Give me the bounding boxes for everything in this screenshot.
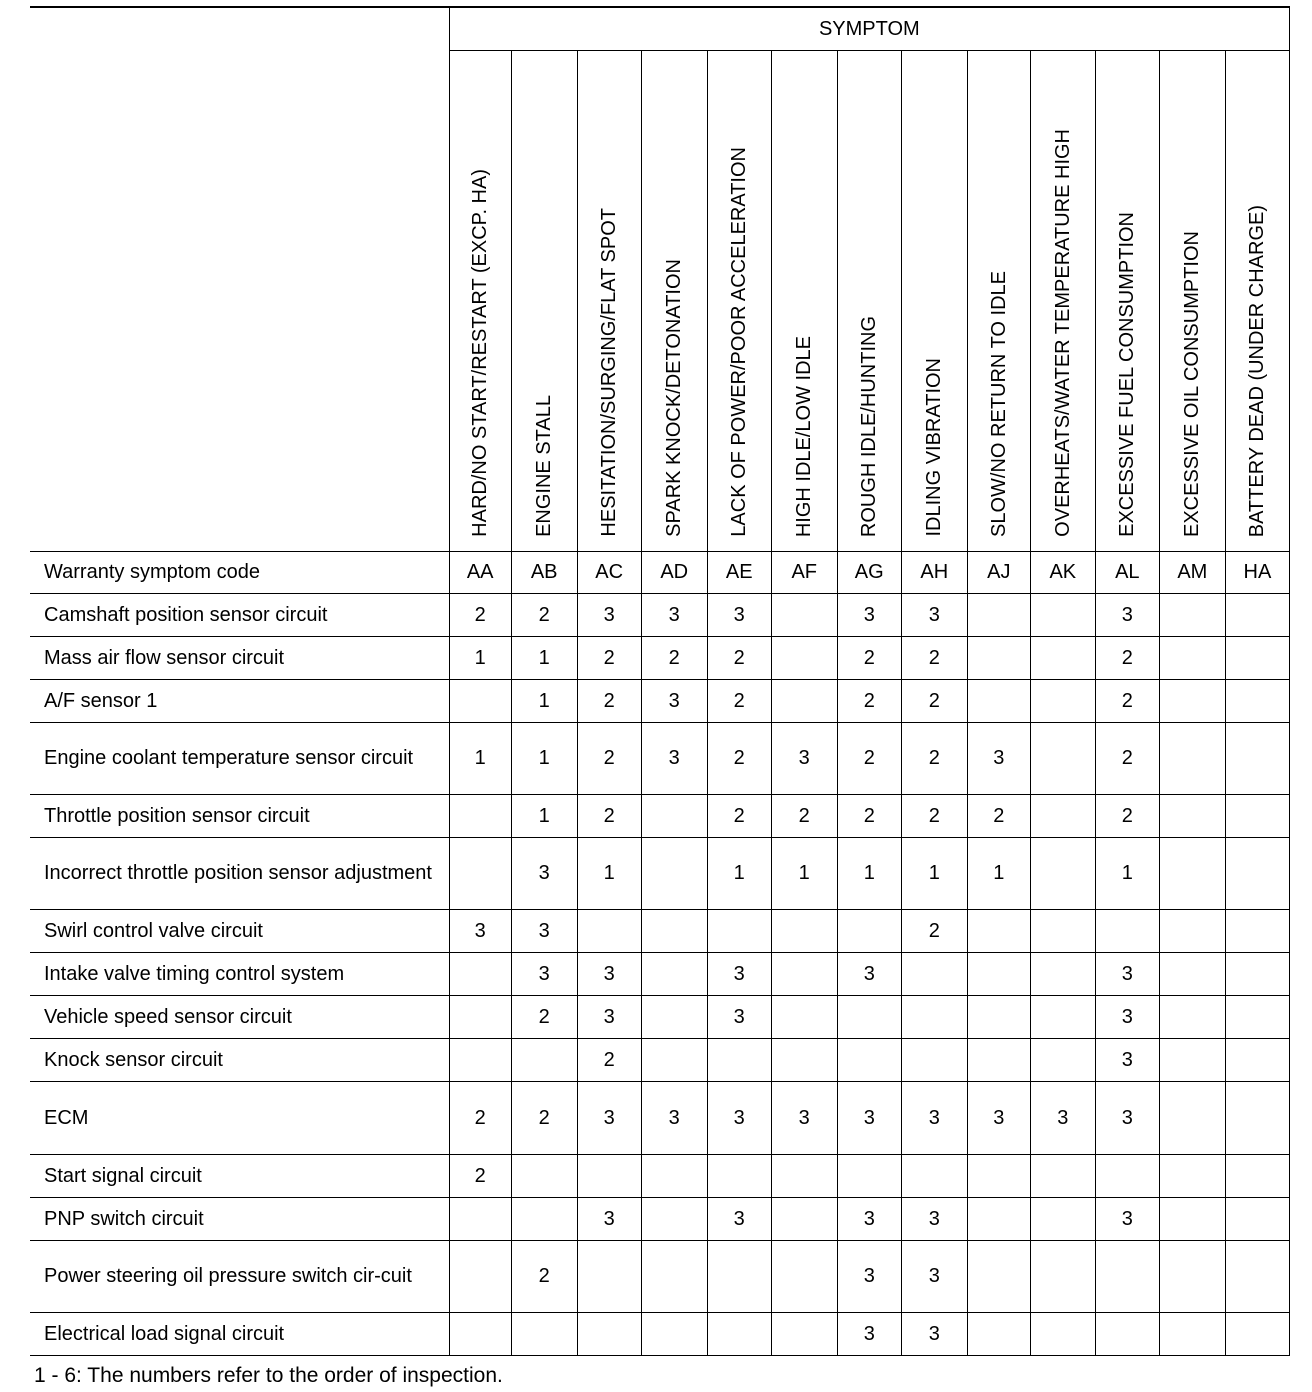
- symptom-matrix-table: [30, 6, 1290, 1356]
- table-row: [30, 1198, 1290, 1241]
- matrix-cell: 1: [967, 838, 1030, 910]
- matrix-cell: [641, 953, 707, 996]
- matrix-cell: 3: [1030, 1082, 1095, 1155]
- matrix-cell: [1095, 1313, 1159, 1356]
- matrix-cell: [707, 1313, 771, 1356]
- matrix-cell: [837, 1039, 901, 1082]
- matrix-cell: [901, 953, 967, 996]
- matrix-cell: [967, 953, 1030, 996]
- matrix-cell: [1030, 1313, 1095, 1356]
- table-row: [30, 594, 1290, 637]
- matrix-cell: [1030, 910, 1095, 953]
- matrix-cell: [449, 1241, 511, 1313]
- matrix-cell: 3: [641, 723, 707, 795]
- matrix-cell: [1030, 795, 1095, 838]
- matrix-cell: 3: [901, 594, 967, 637]
- matrix-cell: [511, 1039, 577, 1082]
- matrix-cell: 3: [641, 1082, 707, 1155]
- matrix-cell: 2: [837, 723, 901, 795]
- matrix-cell: [449, 996, 511, 1039]
- matrix-cell: 3: [1095, 594, 1159, 637]
- matrix-cell: 1: [511, 680, 577, 723]
- matrix-cell: [967, 680, 1030, 723]
- matrix-cell: 3: [707, 996, 771, 1039]
- matrix-cell: [707, 910, 771, 953]
- matrix-cell: 3: [967, 723, 1030, 795]
- matrix-cell: 1: [511, 723, 577, 795]
- matrix-cell: [641, 1198, 707, 1241]
- matrix-cell: [901, 996, 967, 1039]
- row-label: ECM: [30, 1082, 449, 1155]
- row-label: Mass air flow sensor circuit: [30, 637, 449, 680]
- symptom-column-label: EXCESSIVE OIL CONSUMPTION: [1181, 231, 1204, 537]
- matrix-cell: [641, 795, 707, 838]
- matrix-cell: [1030, 1198, 1095, 1241]
- matrix-cell: 2: [1095, 637, 1159, 680]
- matrix-cell: 2: [707, 637, 771, 680]
- symptom-column-header: [1030, 51, 1095, 552]
- matrix-cell: [771, 1198, 837, 1241]
- matrix-cell: [1030, 1039, 1095, 1082]
- matrix-cell: [771, 953, 837, 996]
- matrix-cell: [1159, 953, 1225, 996]
- matrix-cell: [449, 1198, 511, 1241]
- matrix-cell: [1159, 594, 1225, 637]
- matrix-cell: [1225, 1241, 1289, 1313]
- matrix-cell: 3: [1095, 996, 1159, 1039]
- row-label: Knock sensor circuit: [30, 1039, 449, 1082]
- matrix-cell: [967, 1313, 1030, 1356]
- matrix-cell: 3: [449, 910, 511, 953]
- matrix-cell: [967, 1241, 1030, 1313]
- matrix-cell: 1: [771, 838, 837, 910]
- matrix-cell: 2: [577, 723, 641, 795]
- matrix-cell: [771, 1241, 837, 1313]
- matrix-cell: 1: [901, 838, 967, 910]
- symptom-column-header: [641, 51, 707, 552]
- matrix-cell: AE: [707, 552, 771, 594]
- matrix-cell: 2: [901, 723, 967, 795]
- table-row: [30, 1039, 1290, 1082]
- symptom-column-header: [967, 51, 1030, 552]
- matrix-cell: [1159, 1241, 1225, 1313]
- matrix-cell: [1030, 594, 1095, 637]
- matrix-cell: 2: [707, 795, 771, 838]
- matrix-cell: [1225, 680, 1289, 723]
- matrix-cell: 2: [511, 1082, 577, 1155]
- matrix-cell: AG: [837, 552, 901, 594]
- row-label: Vehicle speed sensor circuit: [30, 996, 449, 1039]
- matrix-cell: [449, 838, 511, 910]
- matrix-cell: 2: [901, 637, 967, 680]
- row-label: Camshaft position sensor circuit: [30, 594, 449, 637]
- matrix-cell: [967, 1155, 1030, 1198]
- matrix-cell: [771, 910, 837, 953]
- table-row: [30, 723, 1290, 795]
- matrix-cell: [449, 795, 511, 838]
- matrix-cell: [1225, 910, 1289, 953]
- matrix-cell: 3: [1095, 1198, 1159, 1241]
- matrix-cell: [449, 1039, 511, 1082]
- matrix-cell: [511, 1155, 577, 1198]
- matrix-cell: [577, 1241, 641, 1313]
- matrix-cell: [967, 1039, 1030, 1082]
- matrix-cell: 2: [837, 680, 901, 723]
- matrix-cell: [771, 1313, 837, 1356]
- row-label: A/F sensor 1: [30, 680, 449, 723]
- matrix-cell: 1: [511, 637, 577, 680]
- matrix-cell: AA: [449, 552, 511, 594]
- matrix-cell: [449, 1313, 511, 1356]
- matrix-cell: 1: [837, 838, 901, 910]
- matrix-cell: 3: [1095, 1082, 1159, 1155]
- matrix-cell: 2: [837, 637, 901, 680]
- symptom-column-label: HARD/NO START/RESTART (EXCP. HA): [469, 169, 492, 537]
- table-row: [30, 1155, 1290, 1198]
- matrix-cell: 3: [577, 1198, 641, 1241]
- matrix-cell: 2: [511, 996, 577, 1039]
- matrix-cell: 2: [707, 723, 771, 795]
- matrix-cell: 2: [449, 1155, 511, 1198]
- matrix-cell: [449, 680, 511, 723]
- matrix-cell: 3: [641, 594, 707, 637]
- matrix-cell: 2: [1095, 723, 1159, 795]
- table-row: [30, 795, 1290, 838]
- matrix-cell: 3: [901, 1241, 967, 1313]
- matrix-cell: 3: [901, 1198, 967, 1241]
- table-row: [30, 838, 1290, 910]
- matrix-cell: [1159, 1155, 1225, 1198]
- row-label: Start signal circuit: [30, 1155, 449, 1198]
- matrix-cell: [1225, 1082, 1289, 1155]
- symptom-column-header: [449, 51, 511, 552]
- matrix-cell: 2: [1095, 795, 1159, 838]
- row-label: Intake valve timing control system: [30, 953, 449, 996]
- table-row: [30, 680, 1290, 723]
- matrix-cell: [1159, 1039, 1225, 1082]
- symptom-column-label: SPARK KNOCK/DETONATION: [663, 259, 686, 537]
- matrix-cell: [641, 996, 707, 1039]
- matrix-cell: [1030, 723, 1095, 795]
- table-row: [30, 1082, 1290, 1155]
- matrix-cell: 3: [771, 1082, 837, 1155]
- matrix-cell: 2: [707, 680, 771, 723]
- symptom-column-header: [1095, 51, 1159, 552]
- table-row: [30, 996, 1290, 1039]
- matrix-cell: 2: [449, 594, 511, 637]
- matrix-cell: [511, 1313, 577, 1356]
- matrix-cell: 2: [1095, 680, 1159, 723]
- row-label: PNP switch circuit: [30, 1198, 449, 1241]
- matrix-cell: [1159, 996, 1225, 1039]
- symptom-column-header: [1159, 51, 1225, 552]
- matrix-cell: [1225, 723, 1289, 795]
- matrix-cell: 2: [511, 1241, 577, 1313]
- table-row: [30, 1241, 1290, 1313]
- symptom-column-header: [577, 51, 641, 552]
- matrix-cell: 1: [449, 723, 511, 795]
- footnote: 1 - 6: The numbers refer to the order of inspection.: [34, 1364, 503, 1387]
- matrix-cell: 3: [837, 953, 901, 996]
- matrix-cell: [1159, 795, 1225, 838]
- symptom-column-label: SLOW/NO RETURN TO IDLE: [987, 271, 1010, 537]
- matrix-cell: [1159, 680, 1225, 723]
- matrix-cell: [1030, 1155, 1095, 1198]
- matrix-cell: [1095, 1241, 1159, 1313]
- matrix-cell: 2: [577, 795, 641, 838]
- matrix-cell: AD: [641, 552, 707, 594]
- matrix-cell: [1225, 953, 1289, 996]
- matrix-cell: [901, 1039, 967, 1082]
- symptom-column-label: EXCESSIVE FUEL CONSUMPTION: [1116, 212, 1139, 537]
- row-label: Power steering oil pressure switch cir-cuit: [30, 1241, 449, 1313]
- matrix-cell: [1225, 1155, 1289, 1198]
- matrix-cell: [1159, 1082, 1225, 1155]
- symptom-column-header: [511, 51, 577, 552]
- matrix-cell: [837, 1155, 901, 1198]
- matrix-cell: [1159, 723, 1225, 795]
- matrix-cell: 2: [837, 795, 901, 838]
- matrix-cell: [1225, 1198, 1289, 1241]
- matrix-cell: AF: [771, 552, 837, 594]
- matrix-cell: [771, 1155, 837, 1198]
- matrix-cell: 3: [837, 594, 901, 637]
- matrix-cell: [641, 838, 707, 910]
- matrix-cell: 2: [771, 795, 837, 838]
- symptom-column-label: OVERHEATS/WATER TEMPERATURE HIGH: [1051, 129, 1074, 537]
- matrix-cell: [707, 1241, 771, 1313]
- matrix-cell: AM: [1159, 552, 1225, 594]
- matrix-cell: [837, 910, 901, 953]
- row-label: Incorrect throttle position sensor adjustment: [30, 838, 449, 910]
- row-label: Engine coolant temperature sensor circuit: [30, 723, 449, 795]
- row-label: Throttle position sensor circuit: [30, 795, 449, 838]
- matrix-cell: [707, 1155, 771, 1198]
- matrix-cell: 2: [449, 1082, 511, 1155]
- matrix-cell: [1030, 953, 1095, 996]
- matrix-cell: [1030, 637, 1095, 680]
- matrix-cell: AL: [1095, 552, 1159, 594]
- matrix-cell: 3: [1095, 1039, 1159, 1082]
- symptom-column-header: [901, 51, 967, 552]
- matrix-cell: [901, 1155, 967, 1198]
- matrix-cell: [771, 637, 837, 680]
- matrix-cell: 3: [511, 910, 577, 953]
- symptom-column-label: IDLING VIBRATION: [923, 358, 946, 537]
- table-row: [30, 910, 1290, 953]
- matrix-cell: 3: [577, 996, 641, 1039]
- matrix-cell: AB: [511, 552, 577, 594]
- symptom-column-header: [771, 51, 837, 552]
- symptom-column-label: HIGH IDLE/LOW IDLE: [793, 335, 816, 537]
- matrix-cell: [1225, 637, 1289, 680]
- row-label: Electrical load signal circuit: [30, 1313, 449, 1356]
- matrix-cell: [449, 953, 511, 996]
- matrix-cell: [1095, 1155, 1159, 1198]
- row-label: Swirl control valve circuit: [30, 910, 449, 953]
- matrix-cell: 3: [577, 1082, 641, 1155]
- matrix-cell: 3: [511, 838, 577, 910]
- matrix-cell: [771, 1039, 837, 1082]
- matrix-cell: [641, 1155, 707, 1198]
- matrix-cell: [1225, 1313, 1289, 1356]
- matrix-cell: [967, 1198, 1030, 1241]
- symptom-column-label: HESITATION/SURGING/FLAT SPOT: [598, 208, 621, 537]
- symptom-column-header: [707, 51, 771, 552]
- matrix-cell: 3: [967, 1082, 1030, 1155]
- matrix-cell: 2: [577, 637, 641, 680]
- matrix-cell: 3: [641, 680, 707, 723]
- matrix-cell: 1: [707, 838, 771, 910]
- symptom-column-header: [1225, 51, 1289, 552]
- matrix-cell: [641, 1313, 707, 1356]
- matrix-cell: [1225, 594, 1289, 637]
- matrix-cell: [771, 996, 837, 1039]
- matrix-cell: 3: [511, 953, 577, 996]
- table-row: [30, 953, 1290, 996]
- matrix-cell: 2: [967, 795, 1030, 838]
- matrix-cell: 2: [901, 680, 967, 723]
- matrix-cell: 3: [837, 1082, 901, 1155]
- table-row: [30, 552, 1290, 594]
- matrix-cell: 1: [577, 838, 641, 910]
- matrix-cell: [1225, 996, 1289, 1039]
- matrix-cell: 2: [577, 680, 641, 723]
- row-label: Warranty symptom code: [30, 552, 449, 594]
- symptom-column-header: [837, 51, 901, 552]
- matrix-cell: [1159, 637, 1225, 680]
- symptom-column-label: ROUGH IDLE/HUNTING: [858, 315, 881, 537]
- matrix-cell: 3: [837, 1198, 901, 1241]
- matrix-cell: [771, 594, 837, 637]
- matrix-cell: [1225, 838, 1289, 910]
- matrix-cell: 3: [837, 1241, 901, 1313]
- matrix-cell: [1030, 996, 1095, 1039]
- matrix-cell: 2: [641, 637, 707, 680]
- matrix-cell: [967, 594, 1030, 637]
- matrix-cell: AC: [577, 552, 641, 594]
- matrix-cell: [511, 1198, 577, 1241]
- matrix-cell: [641, 1241, 707, 1313]
- matrix-cell: [707, 1039, 771, 1082]
- matrix-cell: [1030, 1241, 1095, 1313]
- matrix-cell: 3: [901, 1082, 967, 1155]
- matrix-cell: [1225, 1039, 1289, 1082]
- matrix-cell: 2: [901, 795, 967, 838]
- matrix-cell: 3: [901, 1313, 967, 1356]
- table-corner: [30, 7, 449, 552]
- table-row: [30, 1313, 1290, 1356]
- matrix-cell: 2: [577, 1039, 641, 1082]
- matrix-cell: 2: [901, 910, 967, 953]
- matrix-cell: [837, 996, 901, 1039]
- matrix-cell: 1: [449, 637, 511, 680]
- matrix-cell: HA: [1225, 552, 1289, 594]
- symptom-group-header: SYMPTOM: [449, 7, 1289, 51]
- matrix-cell: 3: [577, 594, 641, 637]
- matrix-cell: [1225, 795, 1289, 838]
- matrix-cell: [1159, 910, 1225, 953]
- matrix-cell: 1: [1095, 838, 1159, 910]
- matrix-cell: [1159, 1198, 1225, 1241]
- matrix-cell: 2: [511, 594, 577, 637]
- matrix-cell: [577, 1155, 641, 1198]
- matrix-cell: [1030, 680, 1095, 723]
- matrix-cell: [771, 680, 837, 723]
- matrix-cell: 3: [837, 1313, 901, 1356]
- matrix-cell: 3: [771, 723, 837, 795]
- matrix-cell: [967, 996, 1030, 1039]
- matrix-cell: 3: [707, 953, 771, 996]
- symptom-column-label: ENGINE STALL: [533, 395, 556, 537]
- matrix-cell: 3: [707, 1082, 771, 1155]
- matrix-cell: 3: [577, 953, 641, 996]
- matrix-cell: [641, 910, 707, 953]
- matrix-cell: 3: [1095, 953, 1159, 996]
- matrix-cell: [641, 1039, 707, 1082]
- symptom-column-label: LACK OF POWER/POOR ACCELERATION: [728, 147, 751, 537]
- matrix-cell: 3: [707, 594, 771, 637]
- matrix-cell: [577, 1313, 641, 1356]
- table-row: [30, 637, 1290, 680]
- matrix-cell: 1: [511, 795, 577, 838]
- matrix-cell: AK: [1030, 552, 1095, 594]
- matrix-cell: AH: [901, 552, 967, 594]
- matrix-cell: [1030, 838, 1095, 910]
- symptom-column-label: BATTERY DEAD (UNDER CHARGE): [1246, 204, 1269, 537]
- matrix-cell: [1095, 910, 1159, 953]
- matrix-cell: [577, 910, 641, 953]
- matrix-cell: [967, 637, 1030, 680]
- matrix-cell: [1159, 1313, 1225, 1356]
- matrix-cell: AJ: [967, 552, 1030, 594]
- matrix-cell: [967, 910, 1030, 953]
- matrix-cell: [1159, 838, 1225, 910]
- matrix-cell: 3: [707, 1198, 771, 1241]
